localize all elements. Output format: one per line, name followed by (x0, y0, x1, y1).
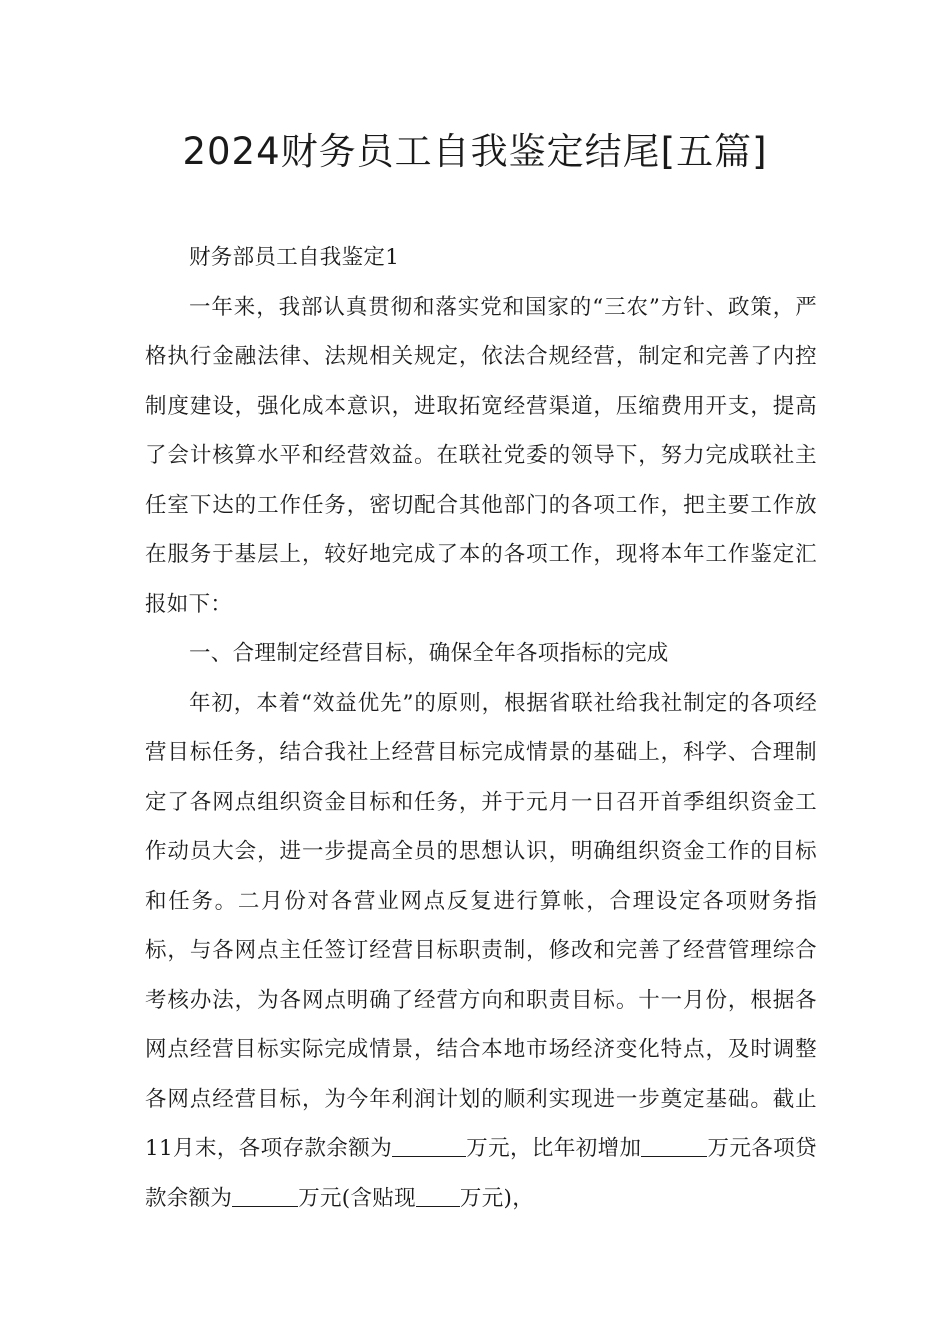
paragraph-goals-text-c: 万元各项贷款余额为 (145, 1136, 817, 1211)
paragraph-goals-text-a: 年初，本着“效益优先”的原则，根据省联社给我社制定的各项经营目标任务，结合我社上经营目标完成情景的基础上，科学、合理制定了各网点组织资金目标和任务，并于元月一日召开首季组织资金工作动员大会，进一步提高全员的思想认识，明确组织资金工作的目标和任务。二月份对各营业网点反复进行算帐，合理设定各项财务指标，与各网点主任签订经营目标职责制，修改和完善了经营管理综合考核办法，为各网点明确了经营方向和职责目标。十一月份，根据各网点经营目标实际完成情景，结合本地市场经济变化特点，及时调整各网点经营目标，为今年利润计划的顺利实现进一步奠定基础。截止11月末，各项存款余额为 (145, 690, 817, 1161)
document-title: 2024财务员工自我鉴定结尾[五篇] (182, 130, 768, 173)
paragraph-intro: 一年来，我部认真贯彻和落实党和国家的“三农”方针、政策，严格执行金融法律、法规相关规定，依法合规经营，制定和完善了内控制度建设，强化成本意识，进取拓宽经营渠道，压缩费用开支，提高了会计核算水平和经营效益。在联社党委的领导下，努力完成联社主任室下达的工作任务，密切配合其他部门的各项工作，把主要工作放在服务于基层上，较好地完成了本的各项工作，现将本年工作鉴定汇报如下： (145, 294, 817, 617)
blank-deposit-increase (641, 1135, 707, 1158)
document-body (145, 233, 817, 1223)
section-heading: 财务部员工自我鉴定1 (189, 245, 400, 270)
subheading-goals: 一、合理制定经营目标，确保全年各项指标的完成 (189, 641, 669, 666)
blank-discount (416, 1184, 460, 1207)
paragraph-goals-text-d: 万元(含贴现 (298, 1185, 416, 1211)
blank-deposit-balance (392, 1135, 466, 1158)
paragraph-goals-text-b: 万元，比年初增加 (466, 1136, 642, 1161)
paragraph-goals (145, 679, 817, 1224)
paragraph-goals-text-e: 万元)， (459, 1185, 534, 1211)
blank-loan-balance (232, 1184, 298, 1207)
